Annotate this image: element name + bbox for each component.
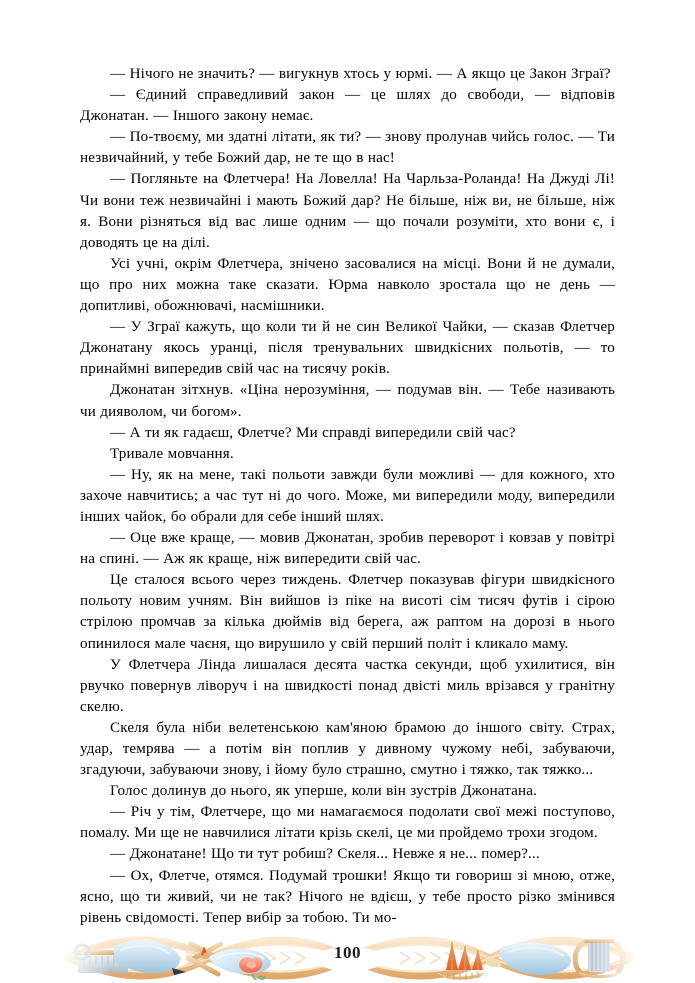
paragraph: — Єдиний справедливий закон — це шлях до свободи, — відповів Джонатан. — Іншого закону немає. — [80, 87, 615, 125]
paragraph: — Оце вже краще, — мовив Джонатан, зробив переворот і ковзав у повітрі на спині. — Аж як краще, ніж випередити свій час. — [80, 530, 615, 568]
paragraph: У Флетчера Лінда лишалася десята частка секунди, щоб ухилитися, він рвучко повернув ліворуч і на швидкості понад двісті миль врізався у гранітну скелю. — [80, 656, 615, 715]
page-text-body — [80, 64, 615, 929]
paragraph: — Річ у тім, Флетчере, що ми намагаємося подолати свої межі поступово, помалу. Ми ще не навчилися літати крізь скелі, це ми пройдемо трохи згодом. — [80, 804, 615, 842]
paragraph: — Нічого не значить? — вигукнув хтось у юрмі. — А якщо це Закон Зграї? — [110, 66, 611, 82]
paragraph: Це сталося всього через тиждень. Флетчер показував фігури швидкісного польоту новим учням. Він вийшов із піке на висоті сім тисяч футів і сірою стрілою промчав за кілька дюймів від берега, аж раптом на дорозі в нього опинилося мале чаєня, що вирушило у свій перший політ і кликало маму. — [80, 572, 615, 652]
paragraph: — По-твоєму, ми здатні літати, як ти? — знову пролунав чийсь голос. — Ти незвичайний, у тебе Божий дар, не те що в нас! — [80, 129, 615, 167]
paragraph: — Джонатане! Що ти тут робиш? Скеля... Невже я не... помер?... — [110, 846, 540, 863]
paragraph: Скеля була ніби велетенською кам'яною брамою до іншого світу. Страх, удар, темрява — а потім він поплив у дивному чужому небі, забуваючи, згадуючи, забуваючи знову, і йому було страшно, смутно і тяжко, так тяжко... — [80, 719, 615, 779]
paragraph: — Ох, Флетче, отямся. Подумай трошки! Якщо ти говориш зі мною, отже, ясно, що ти живий, чи не так? Нічого не вдієш, у тебе просто різко змінився рівень свідомості. Тепер вибір за тобою. Ти мо- — [80, 867, 615, 926]
paragraph: — Погляньте на Флетчера! На Ловелла! На Чарльза-Роланда! На Джуді Лі! Чи вони теж незвичайні і мають Божий дар? Не більше, ніж ви, не більше, ніж я. Вони різняться від вас лише одним — що почали розуміти, хто вони є, і доводять це на ділі. — [80, 171, 615, 251]
paragraph: Джонатан зітхнув. «Ціна нерозуміння, — подумав він. — Тебе називають чи дияволом, чи богом». — [80, 382, 615, 420]
paragraph: — А ти як гадаєш, Флетче? Ми справді випередили свій час? — [110, 424, 516, 441]
page-number: 100 — [334, 943, 361, 962]
paragraph: — У Зграї кажуть, що коли ти й не син Великої Чайки, — сказав Флетчер Джонатану якось уранці, після тренувальних швидкісних польотів, — то принаймні випередив свій час на тисячу років. — [80, 319, 615, 378]
paragraph: Усі учні, окрім Флетчера, знічено засовалися на місці. Вони й не думали, що про них можна таке сказати. Юрма навколо зростала що не день — допитливі, обожнювачі, насмішники. — [80, 255, 615, 315]
paragraph: Голос долинув до нього, як уперше, коли він зустрів Джонатана. — [110, 783, 538, 800]
paragraph: Тривале мовчання. — [110, 445, 234, 462]
paragraph: — Ну, як на мене, такі польоти завжди були можливі — для кожного, хто захоче навчитись; а час тут ні до чого. Може, ми випередили моду, випередили інших чайок, бо обрали для себе інший шлях. — [80, 466, 615, 525]
